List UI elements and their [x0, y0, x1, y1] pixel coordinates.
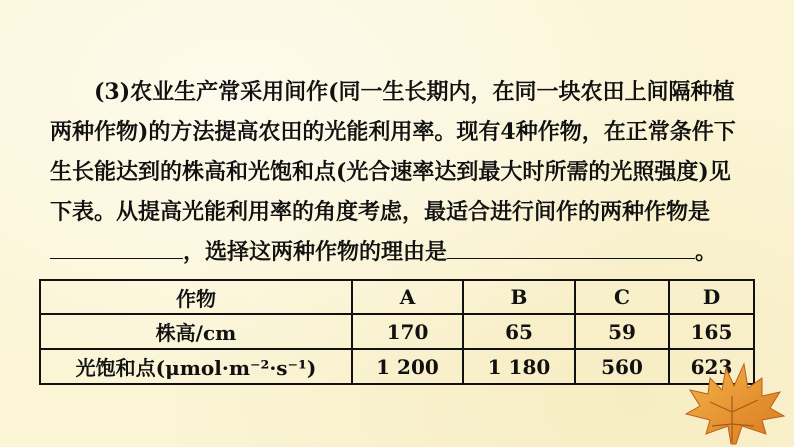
table-cell: 65 — [463, 314, 575, 349]
question-line-5: ，选择这两种作物的理由是 。 — [50, 232, 765, 272]
question-line-3: 生长能达到的株高和光饱和点(光合速率达到最大时所需的光照强度)见 — [50, 159, 731, 185]
question-paragraph — [50, 72, 765, 272]
maple-leaf-icon — [676, 356, 786, 446]
table-cell: 1 180 — [463, 349, 575, 384]
table-cell: 623 — [669, 349, 754, 384]
question-line-4: 下表。从提高光能利用率的角度考虑，最适合进行间作的两种作物是 — [50, 199, 711, 225]
table-cell: 560 — [575, 349, 669, 384]
header-cell: D — [669, 280, 754, 314]
table-cell: 株高/cm — [40, 314, 352, 349]
crop-table — [39, 279, 755, 385]
table-cell: 光饱和点(μmol·m⁻²·s⁻¹) — [40, 349, 352, 384]
table-cell: 170 — [352, 314, 463, 349]
table-row — [40, 314, 754, 349]
table-header-row — [40, 280, 754, 314]
table-cell: 165 — [669, 314, 754, 349]
header-cell: C — [575, 280, 669, 314]
header-cell: B — [463, 280, 575, 314]
question-line-1: (3)农业生产常采用间作(同一生长期内，在同一块农田上间隔种植 — [94, 79, 735, 105]
question-line-2: 两种作物)的方法提高农田的光能利用率。现有4种作物，在正常条件下 — [50, 119, 736, 145]
table-cell: 59 — [575, 314, 669, 349]
header-cell: 作物 — [40, 280, 352, 314]
table-row — [40, 349, 754, 384]
answer-blank-reason[interactable] — [447, 234, 695, 259]
header-cell: A — [352, 280, 463, 314]
table-cell: 1 200 — [352, 349, 463, 384]
answer-blank-crops[interactable] — [50, 234, 183, 259]
question-number: (3) — [94, 79, 131, 105]
